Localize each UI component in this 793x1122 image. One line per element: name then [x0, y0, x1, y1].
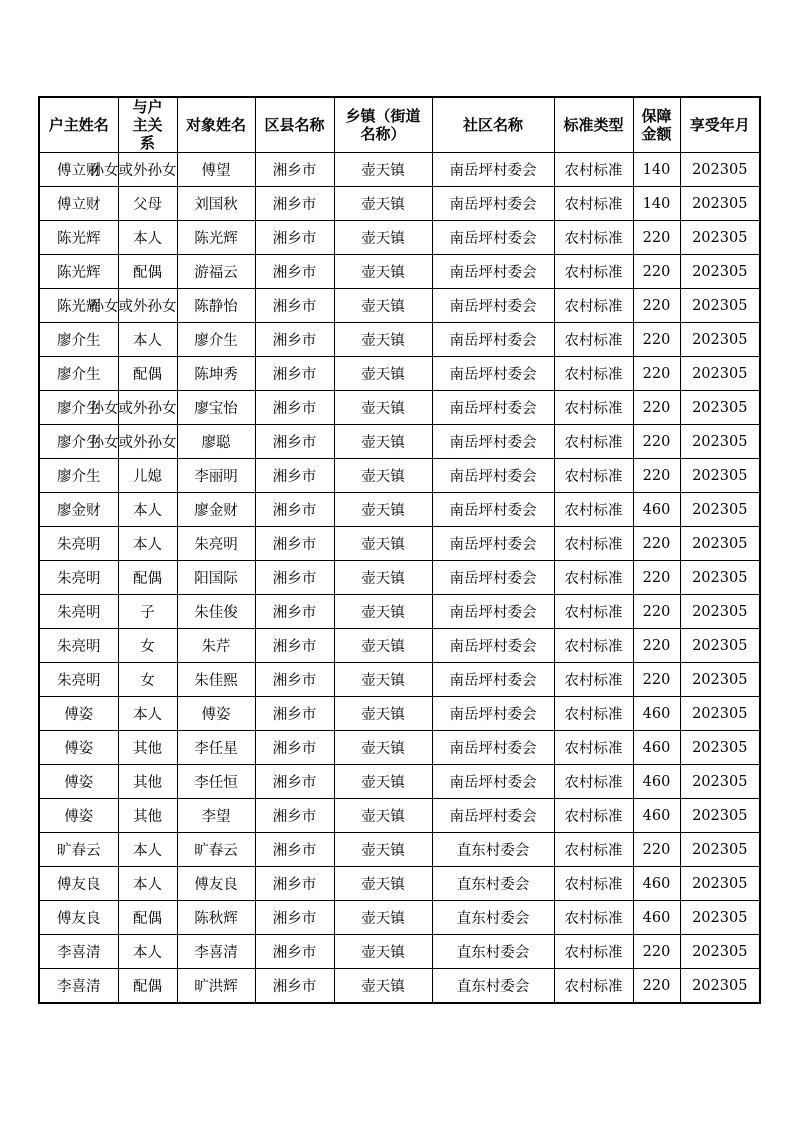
township-cell: 壶天镇 [334, 867, 432, 901]
householder-name-cell: 朱亮明 [39, 527, 118, 561]
relationship-cell: 孙女或外孙女 [118, 153, 177, 187]
county-cell: 湘乡市 [255, 833, 334, 867]
standard-type-cell: 农村标准 [554, 935, 633, 969]
householder-name-cell: 廖介生 [39, 425, 118, 459]
relationship-cell: 本人 [118, 493, 177, 527]
relationship-cell: 本人 [118, 697, 177, 731]
community-cell: 南岳坪村委会 [432, 289, 554, 323]
table-row [39, 799, 760, 833]
householder-name-cell: 廖介生 [39, 459, 118, 493]
amount-cell: 460 [633, 765, 680, 799]
period-cell: 202305 [680, 833, 760, 867]
amount-cell: 460 [633, 799, 680, 833]
amount-cell: 220 [633, 221, 680, 255]
table-row [39, 595, 760, 629]
relationship-cell: 本人 [118, 867, 177, 901]
county-cell: 湘乡市 [255, 799, 334, 833]
township-cell: 壶天镇 [334, 561, 432, 595]
amount-cell: 220 [633, 527, 680, 561]
amount-cell: 460 [633, 493, 680, 527]
relationship-cell: 子 [118, 595, 177, 629]
period-cell: 202305 [680, 255, 760, 289]
period-cell: 202305 [680, 561, 760, 595]
community-cell: 直东村委会 [432, 833, 554, 867]
header-row [39, 97, 760, 153]
relationship-cell: 其他 [118, 731, 177, 765]
amount-cell: 460 [633, 697, 680, 731]
community-cell: 南岳坪村委会 [432, 425, 554, 459]
column-header-standard-type: 标准类型 [554, 97, 633, 153]
amount-cell: 460 [633, 731, 680, 765]
county-cell: 湘乡市 [255, 629, 334, 663]
table-row [39, 493, 760, 527]
township-cell: 壶天镇 [334, 799, 432, 833]
community-cell: 南岳坪村委会 [432, 561, 554, 595]
table-row [39, 255, 760, 289]
township-cell: 壶天镇 [334, 357, 432, 391]
amount-cell: 460 [633, 901, 680, 935]
relationship-cell: 儿媳 [118, 459, 177, 493]
relationship-cell: 孙女或外孙女 [118, 391, 177, 425]
county-cell: 湘乡市 [255, 595, 334, 629]
county-cell: 湘乡市 [255, 323, 334, 357]
relationship-cell: 父母 [118, 187, 177, 221]
householder-name-cell: 陈光辉 [39, 255, 118, 289]
householder-name-cell: 朱亮明 [39, 629, 118, 663]
township-cell: 壶天镇 [334, 663, 432, 697]
amount-cell: 220 [633, 459, 680, 493]
relationship-cell: 本人 [118, 527, 177, 561]
standard-type-cell: 农村标准 [554, 527, 633, 561]
recipient-name-cell: 刘国秋 [177, 187, 255, 221]
relationship-cell: 本人 [118, 935, 177, 969]
community-cell: 南岳坪村委会 [432, 493, 554, 527]
amount-cell: 220 [633, 255, 680, 289]
standard-type-cell: 农村标准 [554, 221, 633, 255]
recipient-name-cell: 阳国际 [177, 561, 255, 595]
county-cell: 湘乡市 [255, 731, 334, 765]
column-header-community: 社区名称 [432, 97, 554, 153]
amount-cell: 220 [633, 663, 680, 697]
householder-name-cell: 陈光辉 [39, 221, 118, 255]
township-cell: 壶天镇 [334, 595, 432, 629]
county-cell: 湘乡市 [255, 357, 334, 391]
table-row [39, 629, 760, 663]
community-cell: 直东村委会 [432, 867, 554, 901]
township-cell: 壶天镇 [334, 255, 432, 289]
period-cell: 202305 [680, 697, 760, 731]
township-cell: 壶天镇 [334, 391, 432, 425]
standard-type-cell: 农村标准 [554, 289, 633, 323]
recipient-name-cell: 陈秋辉 [177, 901, 255, 935]
standard-type-cell: 农村标准 [554, 765, 633, 799]
community-cell: 南岳坪村委会 [432, 459, 554, 493]
township-cell: 壶天镇 [334, 425, 432, 459]
county-cell: 湘乡市 [255, 289, 334, 323]
period-cell: 202305 [680, 595, 760, 629]
amount-cell: 220 [633, 561, 680, 595]
table-row [39, 425, 760, 459]
table-row [39, 833, 760, 867]
column-header-amount: 保障金额 [633, 97, 680, 153]
township-cell: 壶天镇 [334, 697, 432, 731]
standard-type-cell: 农村标准 [554, 357, 633, 391]
relationship-cell: 其他 [118, 765, 177, 799]
township-cell: 壶天镇 [334, 765, 432, 799]
table-row [39, 663, 760, 697]
community-cell: 南岳坪村委会 [432, 357, 554, 391]
standard-type-cell: 农村标准 [554, 833, 633, 867]
amount-cell: 220 [633, 391, 680, 425]
householder-name-cell: 傅姿 [39, 765, 118, 799]
township-cell: 壶天镇 [334, 935, 432, 969]
community-cell: 南岳坪村委会 [432, 697, 554, 731]
recipient-name-cell: 李喜清 [177, 935, 255, 969]
community-cell: 南岳坪村委会 [432, 595, 554, 629]
township-cell: 壶天镇 [334, 629, 432, 663]
standard-type-cell: 农村标准 [554, 425, 633, 459]
period-cell: 202305 [680, 323, 760, 357]
county-cell: 湘乡市 [255, 255, 334, 289]
county-cell: 湘乡市 [255, 425, 334, 459]
standard-type-cell: 农村标准 [554, 901, 633, 935]
column-header-township: 乡镇（街道名称） [334, 97, 432, 153]
period-cell: 202305 [680, 187, 760, 221]
recipient-name-cell: 傅姿 [177, 697, 255, 731]
community-cell: 南岳坪村委会 [432, 527, 554, 561]
community-cell: 直东村委会 [432, 935, 554, 969]
householder-name-cell: 廖介生 [39, 323, 118, 357]
householder-name-cell: 廖介生 [39, 357, 118, 391]
county-cell: 湘乡市 [255, 391, 334, 425]
table-row [39, 561, 760, 595]
community-cell: 南岳坪村委会 [432, 221, 554, 255]
householder-name-cell: 廖金财 [39, 493, 118, 527]
period-cell: 202305 [680, 629, 760, 663]
relationship-cell: 本人 [118, 221, 177, 255]
householder-name-cell: 朱亮明 [39, 663, 118, 697]
county-cell: 湘乡市 [255, 527, 334, 561]
period-cell: 202305 [680, 527, 760, 561]
township-cell: 壶天镇 [334, 153, 432, 187]
householder-name-cell: 傅立财 [39, 187, 118, 221]
county-cell: 湘乡市 [255, 187, 334, 221]
relief-recipient-table [38, 96, 761, 1004]
recipient-name-cell: 陈光辉 [177, 221, 255, 255]
relationship-cell: 配偶 [118, 969, 177, 1004]
period-cell: 202305 [680, 901, 760, 935]
standard-type-cell: 农村标准 [554, 629, 633, 663]
column-header-householder-name: 户主姓名 [39, 97, 118, 153]
community-cell: 直东村委会 [432, 969, 554, 1004]
standard-type-cell: 农村标准 [554, 867, 633, 901]
period-cell: 202305 [680, 153, 760, 187]
recipient-name-cell: 朱佳俊 [177, 595, 255, 629]
community-cell: 南岳坪村委会 [432, 255, 554, 289]
recipient-name-cell: 李望 [177, 799, 255, 833]
table-row [39, 357, 760, 391]
table-row [39, 187, 760, 221]
table-row [39, 731, 760, 765]
standard-type-cell: 农村标准 [554, 153, 633, 187]
period-cell: 202305 [680, 221, 760, 255]
community-cell: 南岳坪村委会 [432, 663, 554, 697]
relationship-cell: 配偶 [118, 255, 177, 289]
relationship-cell: 孙女或外孙女 [118, 425, 177, 459]
householder-name-cell: 傅姿 [39, 697, 118, 731]
relationship-cell: 其他 [118, 799, 177, 833]
table-header [39, 97, 760, 153]
recipient-name-cell: 廖宝怡 [177, 391, 255, 425]
recipient-name-cell: 朱佳熙 [177, 663, 255, 697]
relationship-cell: 女 [118, 629, 177, 663]
householder-name-cell: 李喜清 [39, 969, 118, 1004]
township-cell: 壶天镇 [334, 901, 432, 935]
standard-type-cell: 农村标准 [554, 697, 633, 731]
relationship-cell: 女 [118, 663, 177, 697]
column-header-county: 区县名称 [255, 97, 334, 153]
relationship-cell: 配偶 [118, 901, 177, 935]
amount-cell: 220 [633, 935, 680, 969]
county-cell: 湘乡市 [255, 765, 334, 799]
recipient-name-cell: 朱亮明 [177, 527, 255, 561]
period-cell: 202305 [680, 391, 760, 425]
table-row [39, 323, 760, 357]
column-header-recipient-name: 对象姓名 [177, 97, 255, 153]
recipient-name-cell: 李任恒 [177, 765, 255, 799]
recipient-name-cell: 廖介生 [177, 323, 255, 357]
householder-name-cell: 李喜清 [39, 935, 118, 969]
householder-name-cell: 廖介生 [39, 391, 118, 425]
period-cell: 202305 [680, 663, 760, 697]
community-cell: 南岳坪村委会 [432, 629, 554, 663]
recipient-name-cell: 旷春云 [177, 833, 255, 867]
county-cell: 湘乡市 [255, 969, 334, 1004]
community-cell: 南岳坪村委会 [432, 731, 554, 765]
householder-name-cell: 傅友良 [39, 901, 118, 935]
standard-type-cell: 农村标准 [554, 187, 633, 221]
period-cell: 202305 [680, 799, 760, 833]
relationship-cell: 本人 [118, 833, 177, 867]
amount-cell: 460 [633, 867, 680, 901]
period-cell: 202305 [680, 969, 760, 1004]
amount-cell: 220 [633, 833, 680, 867]
county-cell: 湘乡市 [255, 901, 334, 935]
table-row [39, 527, 760, 561]
period-cell: 202305 [680, 289, 760, 323]
period-cell: 202305 [680, 935, 760, 969]
recipient-name-cell: 旷洪辉 [177, 969, 255, 1004]
period-cell: 202305 [680, 867, 760, 901]
standard-type-cell: 农村标准 [554, 663, 633, 697]
standard-type-cell: 农村标准 [554, 493, 633, 527]
community-cell: 南岳坪村委会 [432, 187, 554, 221]
table-row [39, 391, 760, 425]
township-cell: 壶天镇 [334, 527, 432, 561]
householder-name-cell: 傅友良 [39, 867, 118, 901]
householder-name-cell: 陈光辉 [39, 289, 118, 323]
period-cell: 202305 [680, 425, 760, 459]
recipient-name-cell: 廖金财 [177, 493, 255, 527]
relationship-cell: 配偶 [118, 561, 177, 595]
township-cell: 壶天镇 [334, 459, 432, 493]
table-body [39, 153, 760, 1004]
column-header-relationship: 与户主关系 [118, 97, 177, 153]
county-cell: 湘乡市 [255, 561, 334, 595]
column-header-period: 享受年月 [680, 97, 760, 153]
recipient-name-cell: 傅望 [177, 153, 255, 187]
householder-name-cell: 傅姿 [39, 799, 118, 833]
amount-cell: 140 [633, 187, 680, 221]
recipient-name-cell: 陈坤秀 [177, 357, 255, 391]
period-cell: 202305 [680, 357, 760, 391]
recipient-name-cell: 廖聪 [177, 425, 255, 459]
county-cell: 湘乡市 [255, 459, 334, 493]
relationship-cell: 配偶 [118, 357, 177, 391]
recipient-name-cell: 李任星 [177, 731, 255, 765]
standard-type-cell: 农村标准 [554, 561, 633, 595]
standard-type-cell: 农村标准 [554, 323, 633, 357]
community-cell: 直东村委会 [432, 901, 554, 935]
township-cell: 壶天镇 [334, 289, 432, 323]
standard-type-cell: 农村标准 [554, 799, 633, 833]
standard-type-cell: 农村标准 [554, 969, 633, 1004]
amount-cell: 220 [633, 289, 680, 323]
standard-type-cell: 农村标准 [554, 459, 633, 493]
county-cell: 湘乡市 [255, 153, 334, 187]
table-row [39, 901, 760, 935]
amount-cell: 220 [633, 425, 680, 459]
table-row [39, 765, 760, 799]
householder-name-cell: 旷春云 [39, 833, 118, 867]
county-cell: 湘乡市 [255, 221, 334, 255]
township-cell: 壶天镇 [334, 969, 432, 1004]
county-cell: 湘乡市 [255, 697, 334, 731]
table-row [39, 459, 760, 493]
table-row [39, 221, 760, 255]
community-cell: 南岳坪村委会 [432, 765, 554, 799]
county-cell: 湘乡市 [255, 663, 334, 697]
amount-cell: 220 [633, 969, 680, 1004]
township-cell: 壶天镇 [334, 731, 432, 765]
recipient-name-cell: 陈静怡 [177, 289, 255, 323]
table-row [39, 935, 760, 969]
householder-name-cell: 傅姿 [39, 731, 118, 765]
amount-cell: 220 [633, 357, 680, 391]
township-cell: 壶天镇 [334, 493, 432, 527]
county-cell: 湘乡市 [255, 867, 334, 901]
county-cell: 湘乡市 [255, 493, 334, 527]
amount-cell: 220 [633, 595, 680, 629]
township-cell: 壶天镇 [334, 323, 432, 357]
householder-name-cell: 傅立财 [39, 153, 118, 187]
township-cell: 壶天镇 [334, 187, 432, 221]
period-cell: 202305 [680, 731, 760, 765]
amount-cell: 140 [633, 153, 680, 187]
county-cell: 湘乡市 [255, 935, 334, 969]
standard-type-cell: 农村标准 [554, 255, 633, 289]
standard-type-cell: 农村标准 [554, 595, 633, 629]
township-cell: 壶天镇 [334, 833, 432, 867]
period-cell: 202305 [680, 459, 760, 493]
householder-name-cell: 朱亮明 [39, 561, 118, 595]
recipient-name-cell: 朱芹 [177, 629, 255, 663]
amount-cell: 220 [633, 323, 680, 357]
amount-cell: 220 [633, 629, 680, 663]
community-cell: 南岳坪村委会 [432, 153, 554, 187]
table-row [39, 697, 760, 731]
recipient-name-cell: 游福云 [177, 255, 255, 289]
standard-type-cell: 农村标准 [554, 731, 633, 765]
table-row [39, 867, 760, 901]
period-cell: 202305 [680, 493, 760, 527]
recipient-name-cell: 李丽明 [177, 459, 255, 493]
householder-name-cell: 朱亮明 [39, 595, 118, 629]
table-row [39, 153, 760, 187]
relationship-cell: 孙女或外孙女 [118, 289, 177, 323]
relationship-cell: 本人 [118, 323, 177, 357]
township-cell: 壶天镇 [334, 221, 432, 255]
community-cell: 南岳坪村委会 [432, 799, 554, 833]
standard-type-cell: 农村标准 [554, 391, 633, 425]
community-cell: 南岳坪村委会 [432, 391, 554, 425]
community-cell: 南岳坪村委会 [432, 323, 554, 357]
period-cell: 202305 [680, 765, 760, 799]
recipient-name-cell: 傅友良 [177, 867, 255, 901]
table-row [39, 969, 760, 1004]
table-row [39, 289, 760, 323]
